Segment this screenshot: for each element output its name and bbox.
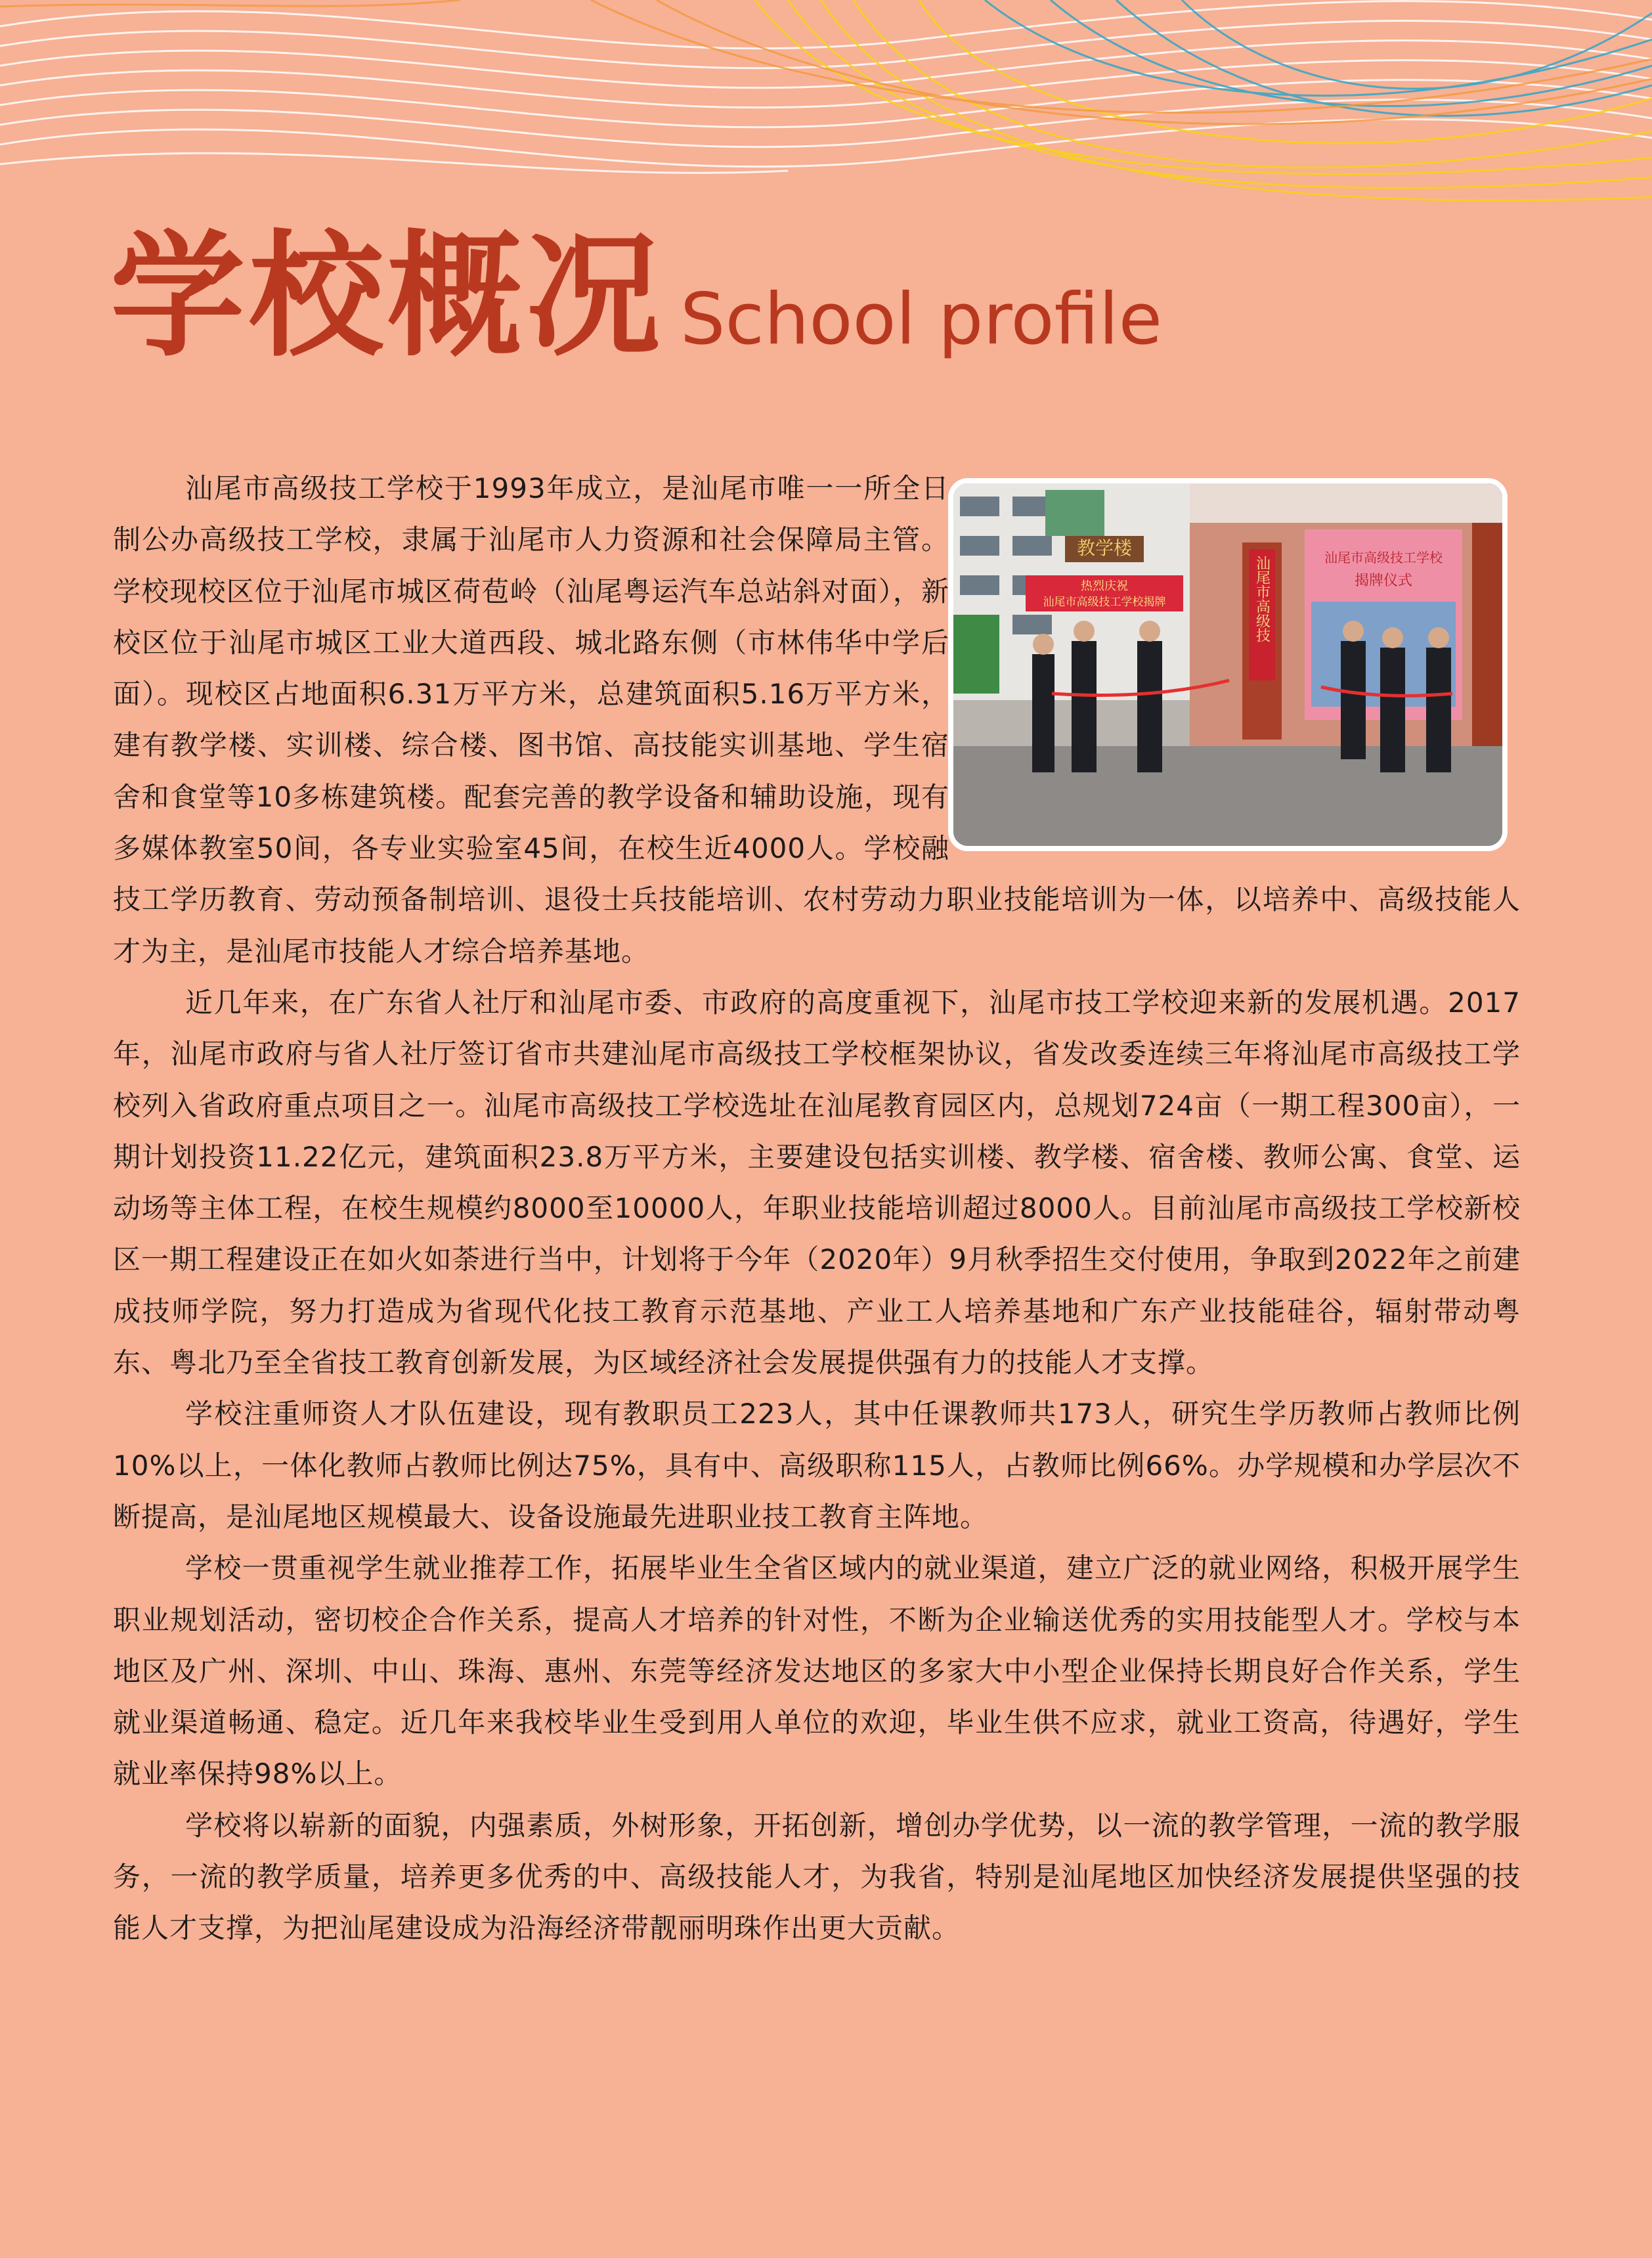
decorative-wave-lines [0, 0, 1652, 223]
paragraph-5: 学校将以崭新的面貌，内强素质，外树形象，开拓创新，增创办学优势，以一流的教学管理，一流的教学服务，一流的教学质量，培养更多优秀的中、高级技能人才，为我省，特别是汕尾地区加快经济发展提供坚强的技能人才支撑，为把汕尾建设成为沿海经济带靓丽明珠作出更大贡献。 [113, 1809, 1521, 1945]
banner-subtitle-text: 汕尾市高级技工学校揭牌 [1043, 596, 1166, 609]
article-body [113, 463, 1521, 1955]
photo-placeholder-space [949, 463, 1521, 857]
paragraph-1: 汕尾市高级技工学校于1993年成立，是汕尾市唯一一所全日制公办高级技工学校，隶属于汕尾市人力资源和社会保障局主管。学校现校区位于汕尾市城区荷苞岭（汕尾粤运汽车总站斜对面），新校区位于汕尾市城区工业大道西段、城北路东侧（市林伟华中学后面）。现校区占地面积6.31万平方米，总建筑面积5.16万平方米，建有教学楼、实训楼、综合楼、图书馆、高技能实训基地、学生宿舍和食堂等10多栋建筑楼。配套完善的教学设备和辅助设施，现有多媒体教室50间，各专业实验室45间，在校生近4000人。学校融技工学历教育、劳动预备制培训、退役士兵技能培训、农村劳动力职业技能培训为一体，以培养中、高级技能人才为主，是汕尾市技能人才综合培养基地。 [113, 472, 1521, 967]
banner-title-text: 热烈庆祝 [1081, 579, 1128, 593]
paragraph-3: 学校注重师资人才队伍建设，现有教职员工223人，其中任课教师共173人，研究生学历教师占教师比例10%以上，一体化教师占教师比例达75%，具有中、高级职称115人，占教师比例66%。办学规模和办学层次不断提高，是汕尾地区规模最大、设备设施最先进职业技工教育主阵地。 [113, 1398, 1521, 1533]
building-sign-text: 教学楼 [1076, 537, 1133, 559]
page-title [110, 219, 1163, 375]
vertical-plaque-text: 汕尾市高级技 [1253, 556, 1271, 642]
board-title-text: 汕尾市高级技工学校 [1324, 550, 1443, 565]
paragraph-4: 学校一贯重视学生就业推荐工作，拓展毕业生全省区域内的就业渠道，建立广泛的就业网络，积极开展学生职业规划活动，密切校企合作关系，提高人才培养的针对性，不断为企业输送优秀的实用技能型人才。学校与本地区及广州、深圳、中山、珠海、惠州、东莞等经济发达地区的多家大中小型企业保持长期良好合作关系，学生就业渠道畅通、稳定。近几年来我校毕业生受到用人单位的欢迎，毕业生供不应求，就业工资高，待遇好，学生就业率保持98%以上。 [113, 1552, 1521, 1790]
title-english: School profile [680, 278, 1163, 361]
title-chinese: 学校概况 [110, 219, 664, 375]
paragraph-2: 近几年来，在广东省人社厅和汕尾市委、市政府的高度重视下，汕尾市技工学校迎来新的发展机遇。2017年，汕尾市政府与省人社厅签订省市共建汕尾市高级技工学校框架协议，省发改委连续三年将汕尾市高级技工学校列入省政府重点项目之一。汕尾市高级技工学校选址在汕尾教育园区内，总规划724亩（一期工程300亩），一期计划投资11.22亿元，建筑面积23.8万平方米，主要建设包括实训楼、教学楼、宿舍楼、教师公寓、食堂、运动场等主体工程，在校生规模约8000至10000人，年职业技能培训超过8000人。目前汕尾市高级技工学校新校区一期工程建设正在如火如荼进行当中，计划将于今年（2020年）9月秋季招生交付使用，争取到2022年之前建成技师学院，努力打造成为省现代化技工教育示范基地、产业工人培养基地和广东产业技能硅谷，辐射带动粤东、粤北乃至全省技工教育创新发展，为区域经济社会发展提供强有力的技能人才支撑。 [113, 986, 1521, 1379]
board-subtitle-text: 揭牌仪式 [1354, 573, 1413, 589]
